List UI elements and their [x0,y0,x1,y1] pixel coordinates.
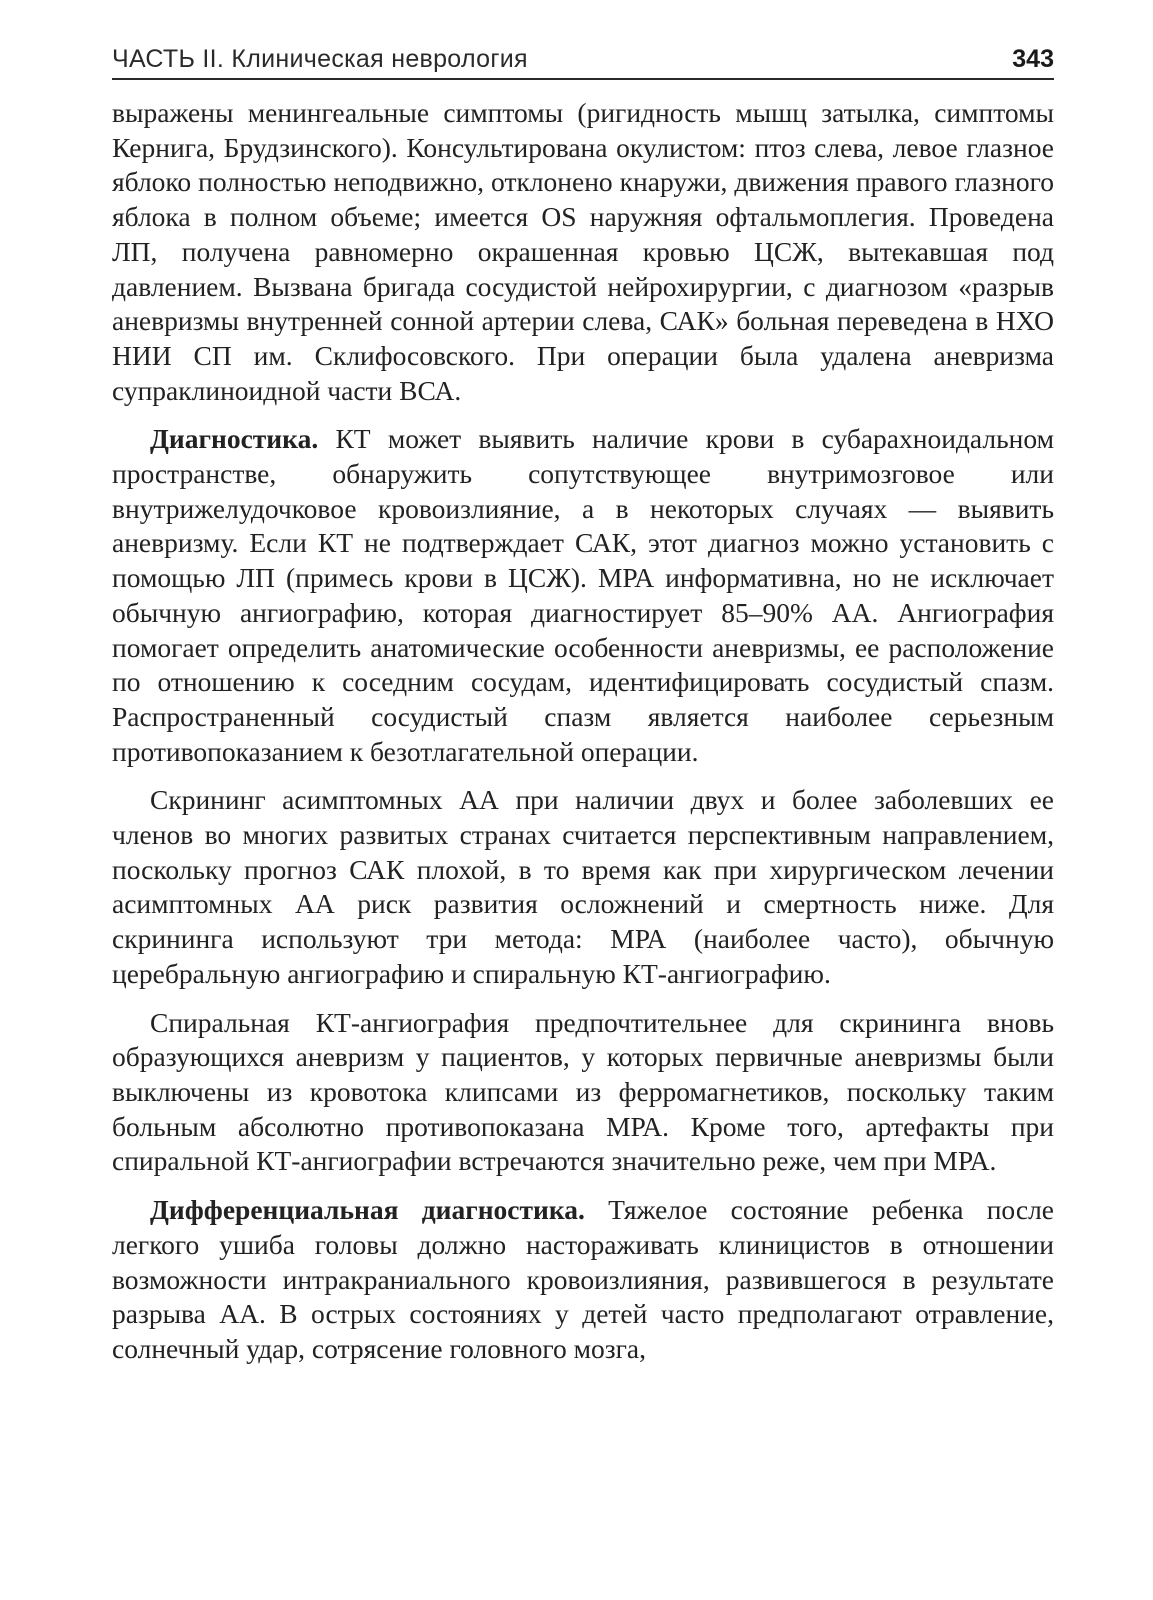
run-in-heading-diagnostics: Диагностика. [150,423,319,455]
paragraph-text: выражены менингеальные симптомы (ригидность мышц затылка, симптомы Кернига, Брудзинского). Консультирована окулистом: птоз слева, левое глазное яблоко полностью неподвижно, отклонено кнаружи, движения правого глазного яблока в полном объеме; имеется OS наружняя офтальмоплегия. Проведена ЛП, получена равномерно окрашенная кровью ЦСЖ, вытекавшая под давлением. Вызвана бригада сосудистой нейрохирургии, с диагнозом «разрыв аневризмы внутренней сонной артерии слева, САК» больная переведена в НХО НИИ СП им. Склифосовского. При операции была удалена аневризма супраклиноидной части ВСА. [112,97,1054,406]
page-number: 343 [1012,45,1054,73]
paragraph-text: Тяжелое состояние ребенка после легкого ушиба головы должно настораживать клиницистов в отношении возможности интракраниального кровоизлияния, развившегося в результате разрыва АА. В острых состояниях у детей часто предполагают отравление, солнечный удар, сотрясение головного мозга, [112,1194,1055,1364]
section-title: ЧАСТЬ II. Клиническая неврология [112,45,528,73]
paragraph-text: КТ может выявить наличие крови в субарахноидальном пространстве, обнаружить сопутствующее внутримозговое или внутрижелудочковое кровоизлияние, а в некоторых случаях — выявить аневризму. Если КТ не подтверждает САК, этот диагноз можно установить с помощью ЛП (примесь крови в ЦСЖ). МРА информативна, но не исключает обычную ангиографию, которая диагностирует 85–90% АА. Ангиография помогает определить анатомические особенности аневризмы, ее расположение по отношению к соседним сосудам, идентифицировать сосудистый спазм. Распространенный сосудистый спазм является наиболее серьезным противопоказанием к безотлагательной операции. [112,423,1054,767]
paragraph-differential-diagnosis [112,1193,1054,1367]
paragraph-screening [112,783,1054,991]
paragraph-diagnostics [112,422,1054,769]
paragraph-case-continuation [112,96,1054,408]
run-in-heading-differential: Дифференциальная диагностика. [150,1194,585,1226]
paragraph-text: Спиральная КТ-ангиография предпочтительнее для скрининга вновь образующихся аневризм у пациентов, у которых первичные аневризмы были выключены из кровотока клипсами из ферромагнетиков, поскольку таким больным абсолютно противопоказана МРА. Кроме того, артефакты при спиральной КТ-ангиографии встречаются значительно реже, чем при МРА. [112,1006,1054,1177]
body-text [112,96,1054,1381]
running-header [112,40,1054,80]
paragraph-text: Скрининг асимптомных АА при наличии двух и более заболевших ее членов во многих развитых странах считается перспективным направлением, поскольку прогноз САК плохой, в то время как при хирургическом лечении асимптомных АА риск развития осложнений и смертность ниже. Для скрининга используют три метода: МРА (наиболее часто), обычную церебральную ангиографию и спиральную КТ-ангиографию. [112,784,1054,989]
paragraph-spiral-ct [112,1006,1054,1180]
